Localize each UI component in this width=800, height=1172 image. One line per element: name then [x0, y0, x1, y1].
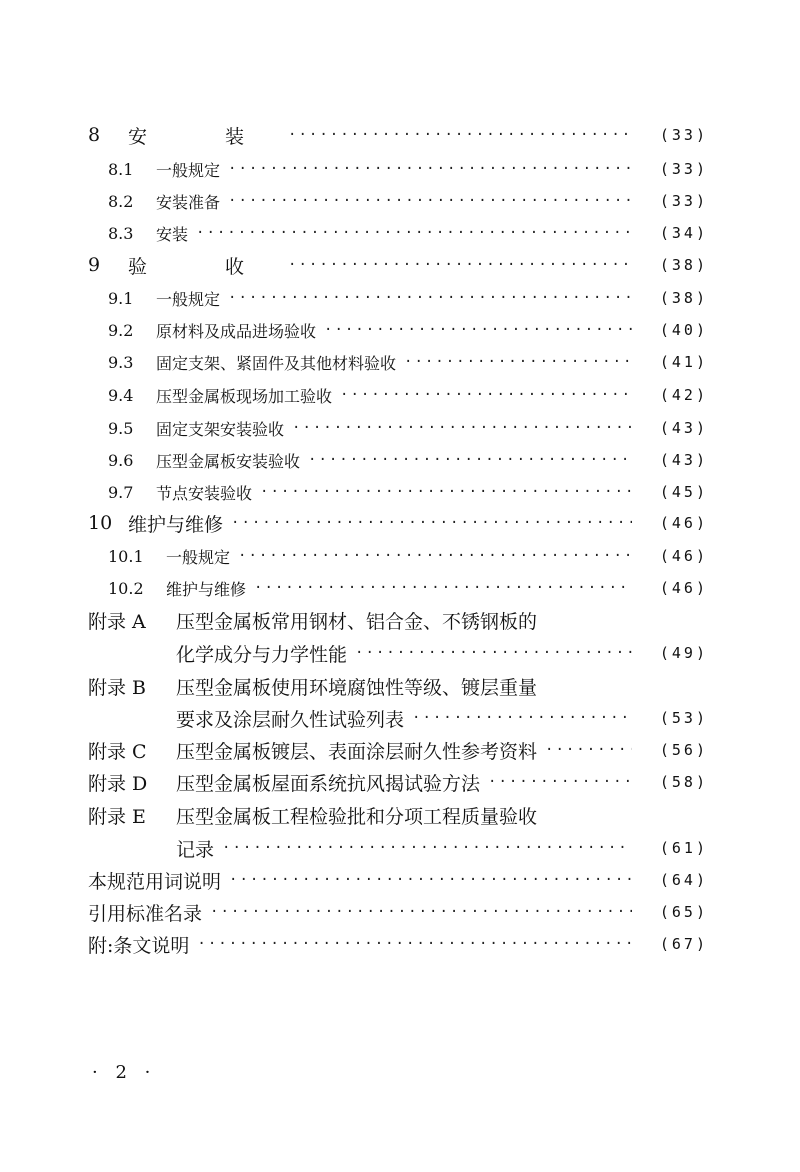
toc-title-line1: 压型金属板使用环境腐蚀性等级、镀层重量	[176, 676, 538, 699]
toc-number: 8.2	[108, 191, 134, 211]
toc-page: (45)	[659, 483, 708, 501]
dot-leader	[488, 774, 632, 790]
toc-number: 10.1	[108, 546, 144, 566]
dot-leader	[288, 127, 632, 143]
toc-entry-8-1[interactable]	[0, 154, 800, 184]
toc-page: (67)	[659, 935, 708, 953]
dot-leader	[229, 872, 632, 888]
toc-entry-chapter-8[interactable]	[0, 120, 800, 150]
dot-leader	[340, 387, 632, 403]
dot-leader	[404, 354, 632, 370]
toc-entry-appendix-b-cont[interactable]	[0, 703, 800, 733]
toc-number: 9.1	[108, 288, 134, 308]
toc-page: (38)	[659, 256, 708, 274]
toc-page: (49)	[659, 644, 708, 662]
toc-entry-appendix-a[interactable]	[0, 605, 800, 635]
toc-title-line1: 压型金属板工程检验批和分项工程质量验收	[176, 805, 538, 828]
toc-entry-8-3[interactable]	[0, 218, 800, 248]
dot-leader	[412, 710, 632, 726]
dot-leader	[545, 742, 632, 758]
toc-number: 10	[88, 512, 113, 534]
toc-page: (65)	[659, 903, 708, 921]
toc-title-line2: 化学成分与力学性能	[176, 643, 348, 666]
toc-title: 压型金属板屋面系统抗风揭试验方法	[176, 772, 481, 795]
dot-leader	[324, 322, 632, 338]
toc-title: 原材料及成品进场验收	[156, 321, 317, 341]
toc-title: 验 收	[128, 255, 281, 278]
toc-entry-8-2[interactable]	[0, 186, 800, 216]
dot-leader	[288, 257, 632, 273]
toc-title: 固定支架安装验收	[156, 419, 285, 439]
toc-entry-9-6[interactable]	[0, 445, 800, 475]
toc-number: 9.5	[108, 418, 134, 438]
dot-leader	[308, 452, 632, 468]
toc-title: 安 装	[128, 125, 281, 148]
toc-title: 安装	[156, 224, 189, 244]
toc-page: (43)	[659, 451, 708, 469]
toc-title: 引用标准名录	[88, 902, 203, 925]
toc-page: (33)	[659, 126, 708, 144]
toc-number: 9.6	[108, 450, 134, 470]
toc-number: 9.3	[108, 352, 134, 372]
dot-leader	[238, 548, 632, 564]
dot-leader	[228, 290, 632, 306]
toc-entry-9-5[interactable]	[0, 413, 800, 443]
toc-number: 9.4	[108, 385, 134, 405]
toc-page: (41)	[659, 353, 708, 371]
toc-page: (53)	[659, 709, 708, 727]
toc-number: 9.2	[108, 320, 134, 340]
toc-number: 9	[88, 254, 101, 276]
toc-number: 附录 E	[88, 805, 146, 828]
toc-page: (61)	[659, 839, 708, 857]
dot-leader	[222, 840, 632, 856]
toc-title: 固定支架、紧固件及其他材料验收	[156, 353, 397, 373]
dot-leader	[210, 904, 632, 920]
toc-number: 8	[88, 124, 101, 146]
toc-number: 附录 B	[88, 676, 147, 699]
toc-entry-appendix-d[interactable]	[0, 767, 800, 797]
dot-leader	[292, 420, 632, 436]
toc-page: (46)	[659, 579, 708, 597]
toc-entry-9-3[interactable]	[0, 347, 800, 377]
toc-page: (38)	[659, 289, 708, 307]
toc-entry-appendix-e[interactable]	[0, 800, 800, 830]
dot-leader	[254, 580, 632, 596]
toc-entry-10-2[interactable]	[0, 573, 800, 603]
toc-entry-appendix-c[interactable]	[0, 735, 800, 765]
dot-leader	[231, 515, 632, 531]
dot-leader	[228, 161, 632, 177]
toc-entry-references[interactable]	[0, 897, 800, 927]
toc-page: (46)	[659, 547, 708, 565]
dot-leader	[196, 225, 632, 241]
toc-page: (40)	[659, 321, 708, 339]
toc-number: 8.1	[108, 159, 134, 179]
toc-entry-explanation[interactable]	[0, 929, 800, 959]
toc-title: 维护与维修	[128, 513, 224, 536]
toc-title: 一般规定	[156, 289, 221, 309]
page-number: · 2 ·	[92, 1062, 157, 1083]
toc-entry-9-2[interactable]	[0, 315, 800, 345]
toc-page: (33)	[659, 192, 708, 210]
toc-entry-10-1[interactable]	[0, 541, 800, 571]
toc-number: 9.7	[108, 482, 134, 502]
toc-entry-word-usage[interactable]	[0, 865, 800, 895]
dot-leader	[197, 936, 632, 952]
toc-title: 压型金属板现场加工验收	[156, 386, 333, 406]
toc-entry-appendix-b[interactable]	[0, 671, 800, 701]
toc-title: 本规范用词说明	[88, 870, 222, 893]
toc-title: 压型金属板镀层、表面涂层耐久性参考资料	[176, 740, 538, 763]
toc-number: 10.2	[108, 578, 144, 598]
toc-entry-chapter-9[interactable]	[0, 250, 800, 280]
dot-leader	[228, 193, 632, 209]
toc-title-line2: 记录	[176, 838, 215, 861]
dot-leader	[355, 645, 632, 661]
toc-page: (46)	[659, 514, 708, 532]
toc-title: 节点安装验收	[156, 483, 253, 503]
toc-title: 压型金属板安装验收	[156, 451, 301, 471]
toc-title-line1: 压型金属板常用钢材、铝合金、不锈钢板的	[176, 610, 538, 633]
toc-number: 附录 D	[88, 772, 148, 795]
toc-title: 安装准备	[156, 192, 221, 212]
toc-page: (56)	[659, 741, 708, 759]
toc-page: (58)	[659, 773, 708, 791]
toc-title: 一般规定	[166, 547, 231, 567]
toc-entry-chapter-10[interactable]	[0, 508, 800, 538]
dot-leader	[260, 484, 632, 500]
toc-title: 附:条文说明	[88, 934, 190, 957]
toc-entry-9-7[interactable]	[0, 477, 800, 507]
toc-title: 一般规定	[156, 160, 221, 180]
toc-title: 维护与维修	[166, 579, 247, 599]
toc-entry-9-1[interactable]	[0, 283, 800, 313]
toc-page: (42)	[659, 386, 708, 404]
toc-entry-appendix-a-cont[interactable]	[0, 638, 800, 668]
toc-page: (43)	[659, 419, 708, 437]
toc-number: 附录 A	[88, 610, 146, 633]
toc-number: 附录 C	[88, 740, 147, 763]
toc-title-line2: 要求及涂层耐久性试验列表	[176, 708, 405, 731]
toc-entry-appendix-e-cont[interactable]	[0, 833, 800, 863]
toc-entry-9-4[interactable]	[0, 380, 800, 410]
toc-page: (34)	[659, 224, 708, 242]
toc-page: (64)	[659, 871, 708, 889]
toc-number: 8.3	[108, 223, 134, 243]
toc-page: (33)	[659, 160, 708, 178]
